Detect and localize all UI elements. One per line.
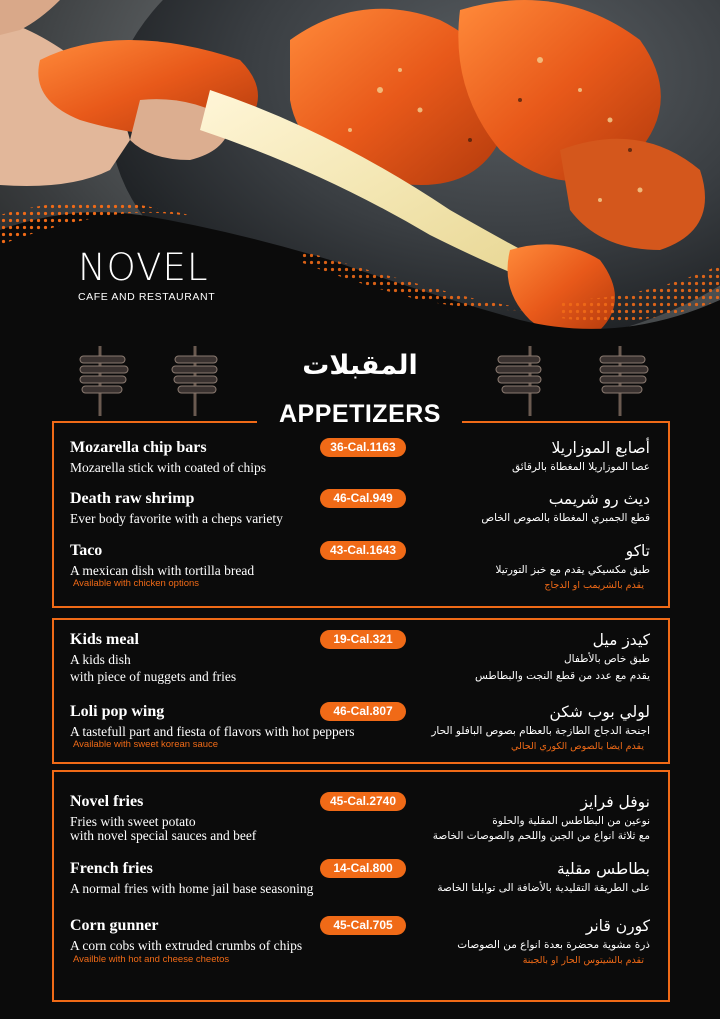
- item-name-en: Mozarella chip bars: [70, 439, 207, 456]
- price-calorie-badge: 46-Cal.807: [320, 702, 406, 721]
- menu-item: [70, 860, 650, 920]
- item-name-en: Loli pop wing: [70, 703, 165, 720]
- item-name-ar: لولي بوب شكن: [549, 703, 650, 721]
- item-desc-ar-line2: مع ثلاثة انواع من الجبن واللحم والصوصات الخاصة: [432, 830, 650, 842]
- item-name-en: Taco: [70, 542, 103, 559]
- menu-item: [70, 703, 650, 763]
- item-desc-ar: قطع الجمبري المغطاة بالصوص الخاص: [481, 512, 650, 524]
- item-desc-en: A mexican dish with tortilla bread: [70, 563, 255, 578]
- item-desc-en-line2: with piece of nuggets and fries: [70, 669, 237, 684]
- item-desc-en: A normal fries with home jail base seasoning: [70, 881, 314, 896]
- price-calorie-badge: 46-Cal.949: [320, 489, 406, 508]
- item-note-ar: يقدم ايضا بالصوص الكوري الحالي: [511, 741, 644, 752]
- frame-top-right-line: [462, 421, 668, 423]
- item-desc-en: Ever body favorite with a cheps variety: [70, 511, 283, 526]
- item-desc-ar: اجنحة الدجاج الطازجة بالعظام بصوص البافلو الحار: [431, 725, 650, 737]
- frame-top-left-line: [52, 421, 257, 423]
- price-calorie-badge: 36-Cal.1163: [320, 438, 406, 457]
- menu-item: [70, 542, 650, 602]
- item-desc-ar: نوعين من البطاطس المقلية والحلوة: [492, 815, 650, 827]
- price-calorie-badge: 43-Cal.1643: [320, 541, 406, 560]
- price-calorie-badge: 14-Cal.800: [320, 859, 406, 878]
- item-desc-ar-line2: يقدم مع عدد من قطع النجت والبطاطس: [474, 670, 650, 682]
- price-calorie-badge: 45-Cal.705: [320, 916, 406, 935]
- item-name-en: French fries: [70, 860, 153, 877]
- item-desc-ar: على الطريقة التقليدية بالأضافة الى توابلنا الخاصة: [437, 882, 650, 894]
- item-note-ar: تقدم بالشيتوس الحار او بالجبنة: [522, 955, 644, 966]
- item-name-ar: كورن قانر: [585, 917, 650, 935]
- section-title-english: APPETIZERS: [279, 400, 441, 428]
- item-name-ar: تاكو: [625, 542, 650, 560]
- item-name-ar: كيدز ميل: [592, 631, 650, 649]
- item-desc-en: A kids dish: [70, 652, 131, 667]
- brand-logo: [78, 246, 215, 303]
- item-name-en: Kids meal: [70, 631, 139, 648]
- price-calorie-badge: 45-Cal.2740: [320, 792, 406, 811]
- item-name-en: Death raw shrimp: [70, 490, 195, 507]
- item-desc-en: A tastefull part and fiesta of flavors with hot peppers: [70, 724, 355, 739]
- item-desc-ar: طبق خاص بالأطفال: [564, 653, 650, 665]
- item-name-ar: نوفل فرايز: [580, 793, 650, 811]
- item-desc-ar: عصا الموزاريلا المغطاة بالرقائق: [511, 461, 650, 473]
- item-desc-en: A corn cobs with extruded crumbs of chips: [70, 938, 303, 953]
- menu-item: [70, 631, 650, 691]
- section-title-arabic: المقبلات: [302, 350, 418, 381]
- item-note-en: Available with sweet korean sauce: [73, 739, 219, 750]
- menu-item: [70, 793, 650, 853]
- item-desc-ar: ذرة مشوية محضرة بعدة انواع من الصوصات: [457, 939, 650, 951]
- item-name-ar: ديث رو شريمب: [548, 490, 650, 508]
- brand-subtitle: CAFE AND RESTAURANT: [78, 291, 216, 303]
- menu-item: [70, 917, 650, 977]
- item-name-en: Corn gunner: [70, 917, 159, 934]
- item-note-ar: يقدم بالشريمب او الدجاج: [544, 580, 644, 591]
- item-name-ar: أصابع الموزاريلا: [551, 439, 650, 457]
- item-desc-en-line2: with novel special sauces and beef: [70, 828, 257, 843]
- price-calorie-badge: 19-Cal.321: [320, 630, 406, 649]
- item-note-en: Availble with hot and cheese cheetos: [73, 954, 230, 965]
- hero-food-photo: [0, 0, 720, 370]
- item-desc-en: Mozarella stick with coated of chips: [70, 460, 267, 475]
- item-name-ar: بطاطس مقلية: [556, 860, 650, 878]
- item-desc-ar: طبق مكسيكي يقدم مع خبز التورتيلا: [495, 564, 650, 576]
- item-name-en: Novel fries: [70, 793, 144, 810]
- item-desc-en: Fries with sweet potato: [70, 814, 196, 829]
- brand-name: NOVEL: [78, 246, 209, 289]
- hero-illustration: [0, 0, 720, 370]
- item-note-en: Available with chicken options: [73, 578, 200, 589]
